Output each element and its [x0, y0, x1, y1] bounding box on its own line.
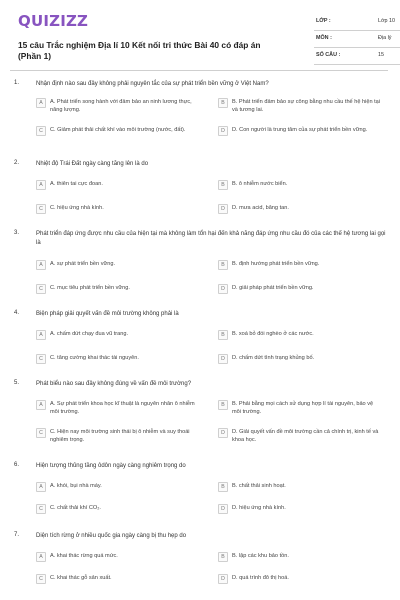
question-text: Biện pháp giải quyết vấn đề môi trường không phải là	[36, 311, 179, 317]
option-letter: B	[218, 180, 228, 190]
meta-row-class	[314, 14, 400, 31]
option-letter: D	[218, 126, 228, 136]
question-number: 6.	[14, 462, 20, 468]
question-number: 3.	[14, 230, 20, 236]
question-text: Phát biểu nào sau đây không đúng về vấn đề môi trường?	[36, 381, 192, 387]
question-number: 7.	[14, 532, 20, 538]
option-text: B. ô nhiễm nước biển.	[232, 181, 288, 187]
option-letter: B	[218, 260, 228, 270]
option-text: C. Hiện nay môi trường sinh thái bị ô nhiễm và suy thoái nghiêm trọng.	[50, 429, 190, 443]
worksheet-header	[14, 8, 396, 66]
option-letter: C	[36, 284, 46, 294]
question-number: 4.	[14, 310, 20, 316]
option-text: B. Phát triển đảm bảo sự công bằng nhu cầu thế hệ hiện tại và tương lai.	[232, 99, 381, 113]
quizizz-logo: QUIZIZZ	[18, 12, 89, 30]
meta-label: SỐ CÂU :	[316, 52, 341, 58]
option-text: C. hiệu ứng nhà kính.	[50, 205, 104, 211]
meta-label: LỚP :	[316, 18, 331, 24]
option-text: D. hiệu ứng nhà kính.	[232, 505, 286, 511]
meta-value: Lớp 10	[378, 18, 396, 24]
option-text: A. khói, bụi nhà máy.	[50, 483, 102, 489]
page-title: 15 câu Trắc nghiệm Địa lí 10 Kết nối tri thức Bài 40 có đáp án (Phần 1)	[18, 40, 261, 61]
option-letter: D	[218, 428, 228, 438]
option-letter: A	[36, 98, 46, 108]
option-letter: C	[36, 354, 46, 364]
option-letter: B	[218, 552, 228, 562]
option-text: D. mưa acid, băng tan.	[232, 205, 289, 211]
option-letter: A	[36, 260, 46, 270]
meta-row-count	[314, 48, 400, 65]
option-text: B. lập các khu bảo tồn.	[232, 553, 289, 559]
option-text: C. chất thải khí CO₂.	[50, 505, 101, 511]
option-text: A. khai thác rừng quá mức.	[50, 553, 118, 559]
option-letter: C	[36, 126, 46, 136]
option-text: B. định hướng phát triển bền vững.	[232, 261, 320, 267]
option-letter: C	[36, 504, 46, 514]
option-letter: D	[218, 204, 228, 214]
meta-value: 15	[378, 52, 384, 58]
question-text: Diện tích rừng ở nhiều quốc gia ngày càng bị thu hẹp do	[36, 533, 187, 539]
option-text: D. giải pháp phát triển bền vững.	[232, 285, 314, 291]
option-text: D. Con người là trung tâm của sự phát triển bền vững.	[232, 127, 368, 133]
option-letter: A	[36, 180, 46, 190]
option-letter: A	[36, 552, 46, 562]
option-letter: B	[218, 400, 228, 410]
option-text: C. tăng cường khai thác tài nguyên.	[50, 355, 139, 361]
option-text: A. thiên tai cực đoan.	[50, 181, 103, 187]
option-letter: C	[36, 574, 46, 584]
option-text: D. quá trình đô thị hoá.	[232, 575, 289, 581]
option-text: C. Giảm phát thải chất khí vào môi trường (nước, đất).	[50, 127, 186, 133]
header-divider	[10, 70, 388, 71]
option-letter: D	[218, 504, 228, 514]
option-letter: B	[218, 330, 228, 340]
option-letter: D	[218, 574, 228, 584]
question-text: Hiện tượng thủng tầng ôdôn ngày càng nghiêm trọng do	[36, 463, 186, 469]
question-text: Nhận định nào sau đây không phải nguyên tắc của sự phát triển bền vững ở Việt Nam?	[36, 81, 269, 87]
option-text: C. mục tiêu phát triển bền vững.	[50, 285, 130, 291]
option-text: A. sự phát triển bền vững.	[50, 261, 116, 267]
option-text: A. Phát triển song hành với đảm bảo an ninh lương thực, năng lượng.	[50, 99, 192, 113]
meta-row-subject	[314, 31, 400, 48]
question-number: 2.	[14, 160, 20, 166]
option-letter: C	[36, 428, 46, 438]
option-letter: A	[36, 400, 46, 410]
option-letter: D	[218, 284, 228, 294]
option-letter: D	[218, 354, 228, 364]
option-text: D. chấm dứt tình trạng khủng bố.	[232, 355, 315, 361]
question-text: Nhiệt độ Trái Đất ngày càng tăng lên là do	[36, 161, 149, 167]
question-text: Phát triển đáp ứng được nhu cầu của hiện tại mà không làm tổn hại đến khả năng đáp ứng nhu cầu đó của các thế hệ tương lai gọi là	[36, 231, 386, 246]
option-text: A. chấm dứt chạy đua vũ trang.	[50, 331, 129, 337]
question-number: 1.	[14, 80, 20, 86]
option-text: B. Phải bằng mọi cách sử dụng hợp lí tài nguyên, bảo vệ môi trường.	[232, 401, 374, 415]
option-text: D. Giải quyết vấn đề môi trường cần cả chính trị, kinh tế và khoa học.	[232, 429, 379, 443]
meta-label: MÔN :	[316, 35, 332, 41]
option-letter: B	[218, 482, 228, 492]
option-text: C. khai thác gỗ sản xuất.	[50, 575, 112, 581]
option-letter: B	[218, 98, 228, 108]
meta-value: Địa lý	[378, 35, 392, 41]
option-text: A. Sự phát triển khoa học kĩ thuật là nguyên nhân ô nhiễm môi trường.	[50, 401, 195, 415]
question-number: 5.	[14, 380, 20, 386]
option-letter: A	[36, 330, 46, 340]
option-letter: A	[36, 482, 46, 492]
meta-table	[314, 14, 400, 65]
option-text: B. chất thải sinh hoạt.	[232, 483, 286, 489]
option-text: B. xoá bỏ đói nghèo ở các nước.	[232, 331, 314, 337]
option-letter: C	[36, 204, 46, 214]
